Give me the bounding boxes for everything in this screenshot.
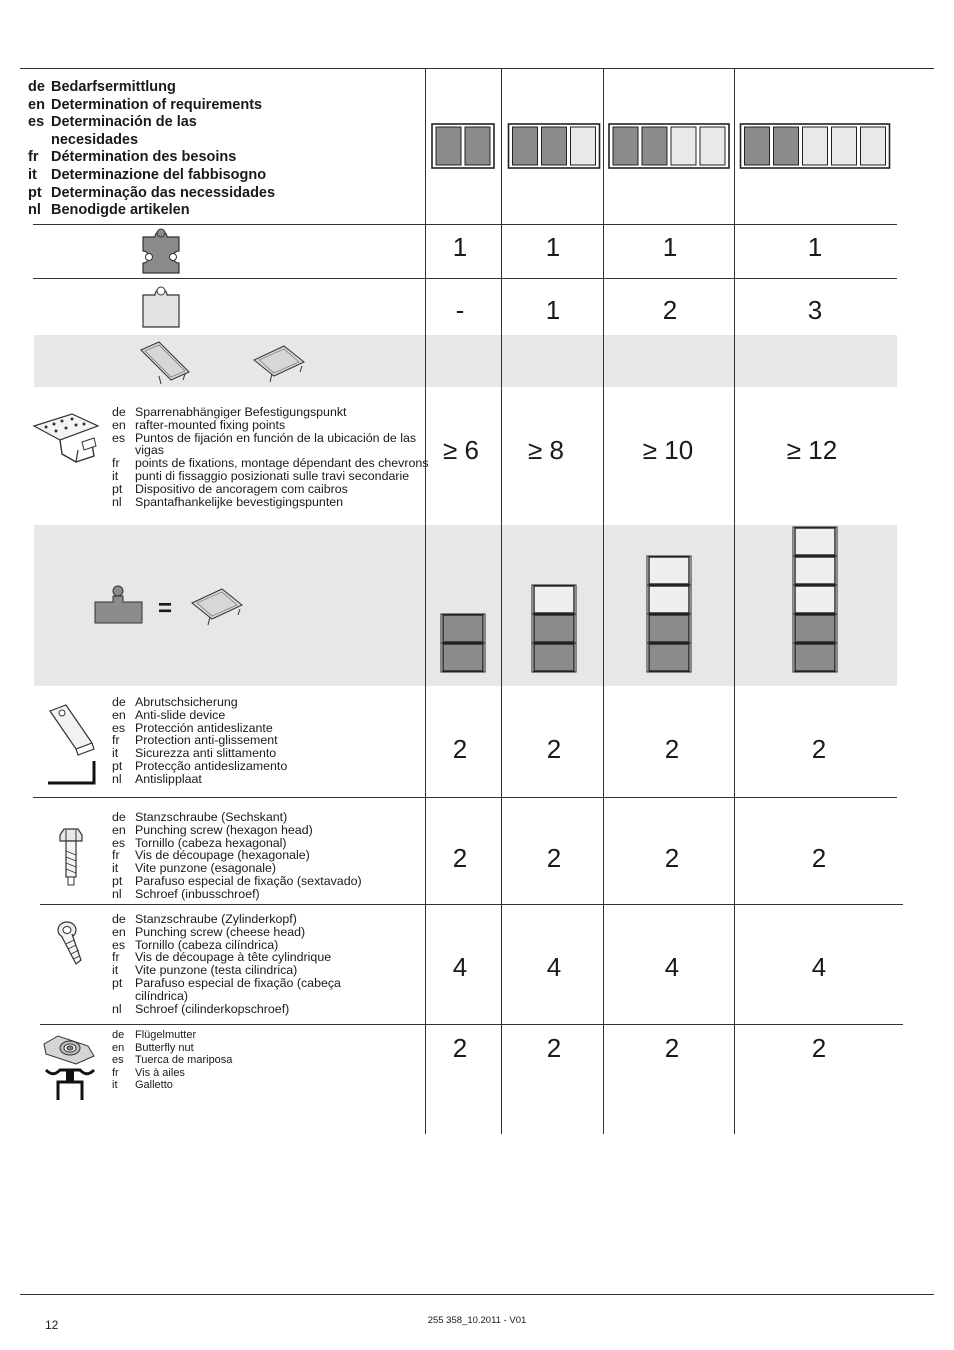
- document-id: 255 358_10.2011 - V01: [427, 1315, 527, 1326]
- stack-panel-col4-2: [795, 615, 835, 642]
- fixing-col4: ≥ 12: [786, 435, 838, 465]
- wing-nut-icon: [42, 1030, 98, 1102]
- stack-panel-col3-3: [649, 586, 689, 613]
- stack-panel-col1-2: [443, 615, 483, 642]
- ext-kit-col4: 3: [807, 295, 823, 325]
- anti-slide-col2: 2: [546, 734, 562, 764]
- cheese-screw-col1: 4: [452, 952, 468, 982]
- wing-nut-col2: 2: [546, 1033, 562, 1063]
- hex-screw-icon: [56, 827, 86, 887]
- fixing-col1: ≥ 6: [443, 435, 479, 465]
- anti-slide-description: de Abrutschsicherung en Anti-slide device es Protección antideslizante fr Protection anti-glissement it Sicurezza anti slittamento pt Protecção antideslizamento nl Antislipplaat: [112, 695, 288, 786]
- fixing-points-description: de Sparrenabhängiger Befestigungspunkt en rafter-mounted fixing points es Puntos de fijación en función de la ubicación de las vigas fr points de fixations, montage dépendant des chevrons it punti di fissaggio posizionati sulle travi secondarie pt Dispositivo de ancoragem com caibros nl Spantafhankelijke bevestigingspunten: [112, 405, 429, 509]
- base-kit-col2: 1: [545, 232, 561, 262]
- base-kit-col4: 1: [807, 232, 823, 262]
- stack-panel-col3-2: [649, 615, 689, 642]
- page-number: 12: [45, 1318, 59, 1332]
- wing-nut-col3: 2: [664, 1033, 680, 1063]
- stack-panel-col1-1: [443, 644, 483, 671]
- stack-panel-col2-2: [534, 615, 574, 642]
- stack-panel-col4-5: [795, 528, 835, 555]
- header-block: de Bedarfsermittlung en Determination of requirements es Determinación de las necesidades fr Détermination des besoins it Determinazione del fabbisogno pt Determinação das necessidades nl Benodigde artikelen: [28, 79, 276, 219]
- anti-slide-col4: 2: [811, 734, 827, 764]
- equals-sign: =: [158, 595, 173, 622]
- stack-panel-col2-3: [534, 586, 574, 613]
- anti-slide-col1: 2: [452, 734, 468, 764]
- cheese-screw-col3: 4: [664, 952, 680, 982]
- cheese-head-screw-icon: [54, 920, 88, 970]
- ext-kit-col1: -: [455, 295, 465, 325]
- hex-screw-col3: 2: [664, 843, 680, 873]
- stack-panel-col2-1: [534, 644, 574, 671]
- stack-panel-col4-1: [795, 644, 835, 671]
- ext-kit-col2: 1: [545, 295, 561, 325]
- fixing-col3: ≥ 10: [642, 435, 694, 465]
- hex-screw-col4: 2: [811, 843, 827, 873]
- fixing-col2: ≥ 8: [528, 435, 564, 465]
- base-kit-col3: 1: [662, 232, 678, 262]
- hex-screw-description: de Stanzschraube (Sechskant) en Punching screw (hexagon head) es Tornillo (cabeza hexagonal) fr Vis de découpage (hexagonale) it Vite punzone (esagonale) pt Parafuso especial de fixação (sextavado) nl Schroef (inbusschroef): [112, 810, 362, 901]
- ext-kit-col3: 2: [662, 295, 678, 325]
- anti-slide-bracket-icon: [46, 703, 100, 787]
- wing-nut-col4: 2: [811, 1033, 827, 1063]
- cheese-screw-col4: 4: [811, 952, 827, 982]
- hex-screw-col2: 2: [546, 843, 562, 873]
- hex-screw-col1: 2: [452, 843, 468, 873]
- anti-slide-col3: 2: [664, 734, 680, 764]
- stack-panel-col3-1: [649, 644, 689, 671]
- cheese-screw-col2: 4: [546, 952, 562, 982]
- stack-panel-col4-3: [795, 586, 835, 613]
- base-kit-col1: 1: [452, 232, 468, 262]
- stack-panel-col3-4: [649, 557, 689, 584]
- stack-panel-col4-4: [795, 557, 835, 584]
- wing-nut-description: de Flügelmutter en Butterfly nut es Tuerca de mariposa fr Vis à ailes it Galletto: [112, 1029, 233, 1092]
- wing-nut-col1: 2: [452, 1033, 468, 1063]
- cheese-screw-description: de Stanzschraube (Zylinderkopf) en Punching screw (cheese head) es Tornillo (cabeza cilíndrica) fr Vis de découpage à tête cylindrique it Vite punzone (testa cilindrica) pt Parafuso especial de fixação (cabeça cilíndrica) nl Schroef (cilinderkopschroef): [112, 912, 341, 1016]
